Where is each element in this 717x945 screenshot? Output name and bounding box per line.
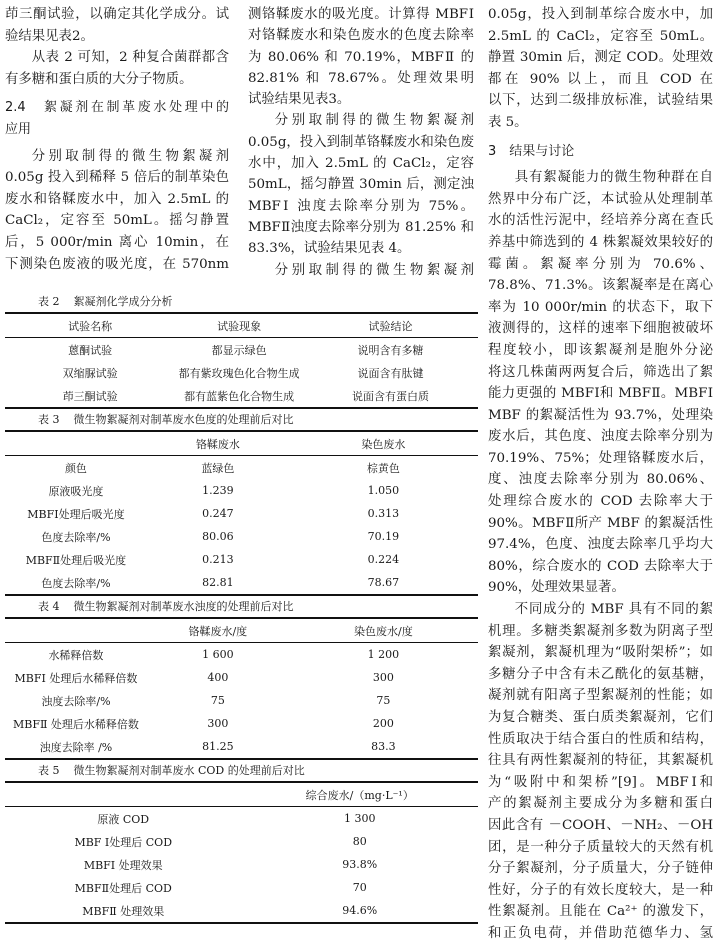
text-line: CaCl₂，定容至 50mL。摇匀静置 xyxy=(5,213,229,229)
text-line: 性絮凝剂。且能在 Ca²⁺ 的激发下， xyxy=(488,904,713,920)
table-cell: 93.8% xyxy=(342,858,378,871)
table-cell: 颜色 xyxy=(64,461,87,475)
table-caption xyxy=(5,410,478,430)
table-row xyxy=(5,525,478,548)
table-cell: 70.19 xyxy=(367,530,400,543)
text-line: 不同成分的 MBF 具有不同的絮 xyxy=(514,602,713,618)
column-header: 试验名称 xyxy=(68,319,113,333)
table-cell: 75 xyxy=(376,694,391,707)
table-row xyxy=(5,689,478,712)
paragraph xyxy=(5,47,229,90)
table-cell: 0.224 xyxy=(367,553,400,566)
table-cell: 1.050 xyxy=(367,484,400,497)
table-cell: 都有蓝紫色化合物生成 xyxy=(184,389,295,403)
text-line: 0.05g，投入到制革铬鞣废水和染色废 xyxy=(248,134,474,150)
table-header-row xyxy=(5,782,478,807)
table-caption xyxy=(5,292,478,312)
paragraph xyxy=(488,4,713,134)
column-header: 铬鞣废水 xyxy=(195,437,240,451)
table-cell: 浊度去除率/% xyxy=(41,694,111,708)
paragraph xyxy=(5,146,229,276)
text-line: 率为 10 000r/min 的状态下，取下 xyxy=(488,299,713,315)
column-header xyxy=(5,618,147,643)
text-line: 对铬鞣废水和染色废水的色度去除率 xyxy=(248,28,474,44)
table-cell: 色度去除率/% xyxy=(41,530,111,544)
table-cell: 70 xyxy=(352,881,367,894)
column-header xyxy=(5,782,242,807)
table-cell: 300 xyxy=(207,717,229,730)
paragraph xyxy=(248,4,474,110)
text-line: 验结果见表2。 xyxy=(5,28,94,44)
column-header: 染色废水 xyxy=(361,437,406,451)
table-cell: 82.81 xyxy=(202,576,234,589)
table-cell: 78.67 xyxy=(367,576,400,589)
paragraph xyxy=(5,4,229,47)
text-line: 性好，分子的有效长度较大，是一种 xyxy=(488,882,713,898)
table-cell: 0.313 xyxy=(367,507,400,520)
table-cell: 81.25 xyxy=(202,740,234,753)
text-line: 2.5mL 的 CaCl₂，定容至 50mL。 xyxy=(488,28,713,44)
text-line: 90%。MBFⅡ所产 MBF 的絮凝活性 xyxy=(488,515,713,531)
text-line: 具有絮凝能力的微生物种群在自 xyxy=(514,170,713,186)
table-cell: 80 xyxy=(352,835,367,848)
text-line: MBF 的絮凝活性为 93.7%，处理染 xyxy=(488,407,713,423)
data-table xyxy=(5,312,478,409)
text-line: 测铬鞣废水的吸光度。计算得 MBFⅠ xyxy=(248,7,474,22)
table-title: 微生物絮凝剂对制革废水浊度的处理前后对比 xyxy=(73,600,294,613)
text-line: 然界中分布广泛，本试验从处理制革 xyxy=(488,191,713,207)
table-cell: MBFⅡ处理后 COD xyxy=(74,881,172,895)
table-row xyxy=(5,807,478,831)
text-line: 有多糖和蛋白质的大分子物质。 xyxy=(5,71,193,87)
table-cell: 0.213 xyxy=(202,553,234,566)
text-line: 多糖分子中含有未乙酰化的氨基糖， xyxy=(488,666,713,682)
text-line: 都在 90% 以上，而且 COD 在 xyxy=(488,71,713,87)
table-cell: 都显示绿色 xyxy=(211,343,267,357)
table-cell: 棕黄色 xyxy=(366,461,400,475)
text-line: 为复合糖类、蛋白质类絮凝剂，它们 xyxy=(488,710,713,725)
table-cell: 200 xyxy=(372,717,394,730)
table-cell: 蓝绿色 xyxy=(201,461,235,475)
paragraph xyxy=(248,110,474,259)
text-line: 团，是一种分子质量较大的天然有机 xyxy=(488,839,713,855)
table-label: 表 5 xyxy=(38,764,60,777)
text-line: 分别取制得的微生物絮凝剂 xyxy=(274,113,474,129)
text-line: 97.4%，色度、浊度去除率几乎均大 xyxy=(488,537,713,553)
table-cell: 说明含有多糖 xyxy=(357,343,424,357)
table-row xyxy=(5,361,478,384)
text-line: 因此含有 －COOH、－NH₂、－OH xyxy=(488,817,713,833)
paragraph xyxy=(248,260,474,281)
text-line: 茚三酮试验，以确定其化学成分。试 xyxy=(5,7,229,22)
text-line: 产的絮凝剂主要成分为多糖和蛋白 xyxy=(488,796,713,812)
text-line: 以下，达到二级排放标准，试验结果 xyxy=(488,93,713,109)
text-line: 为 80.06% 和 70.19%，MBFⅡ 的 xyxy=(248,49,474,65)
table-cell: 1.239 xyxy=(202,484,234,497)
text-line: 废水和铬鞣废水中，加入 2.5mL 的 xyxy=(5,191,229,207)
text-line: 3 结果与讨论 xyxy=(488,143,575,159)
table-cell: MBFⅠ 处理效果 xyxy=(83,858,163,872)
table-row xyxy=(5,571,478,595)
text-line: 度、浊度去除率分别为 80.06%、 xyxy=(488,472,713,488)
table-cell: 原液吸光度 xyxy=(48,484,104,498)
text-column-1 xyxy=(5,4,229,275)
table-header-row xyxy=(5,313,478,338)
table-cell: 94.6% xyxy=(342,904,378,917)
paragraph xyxy=(488,599,713,945)
text-line: 静置 30min 后，测定 COD。处理效 xyxy=(488,50,713,66)
text-line: 82.81% 和 78.67%。处理效果明 xyxy=(248,70,474,86)
text-line: 后，5 000r/min 离心 10min，在 xyxy=(5,234,229,250)
table-header-row xyxy=(5,431,478,456)
table-caption xyxy=(5,761,478,781)
table-title: 絮凝剂化学成分分析 xyxy=(73,295,173,308)
table-cell: 都有紫玫瑰色化合物生成 xyxy=(178,366,300,380)
text-column-2 xyxy=(248,4,474,281)
text-line: 处理综合废水的 COD 去除率大于 xyxy=(488,494,713,510)
column-header xyxy=(5,431,147,456)
text-line: 70.19%、75%；处理铬鞣废水后， xyxy=(488,450,713,466)
text-line: 2.4 絮凝剂在制革废水处理中的 xyxy=(5,100,229,116)
table-cell: 原液 COD xyxy=(97,812,150,826)
text-line: 50mL，摇匀静置 30min 后，测定浊 xyxy=(248,177,474,193)
table-row xyxy=(5,830,478,853)
table-label: 表 3 xyxy=(38,413,60,426)
table-cell: 1 600 xyxy=(202,648,234,661)
table-row xyxy=(5,548,478,571)
table-cell: MBFⅠ 处理后水稀释倍数 xyxy=(14,671,138,685)
text-line: 分别取制得的微生物絮凝剂 xyxy=(31,148,229,164)
table-cell: 蒽酮试验 xyxy=(68,343,113,357)
paragraph xyxy=(488,167,713,599)
table-cell: 浊度去除率 /% xyxy=(39,740,113,754)
table-row xyxy=(5,479,478,502)
column-header: 试验结论 xyxy=(368,319,413,333)
table-row xyxy=(5,712,478,735)
text-line: 性质取决于结合蛋白的性质和结构， xyxy=(488,731,713,747)
table-title: 微生物絮凝剂对制革废水色度的处理前后对比 xyxy=(73,413,294,426)
text-line: 养基中筛选到的 4 株絮凝效果较好的 xyxy=(488,234,713,250)
text-line: 83.3%，试验结果见表 4。 xyxy=(248,241,411,257)
table-title: 微生物絮凝剂对制革废水 COD 的处理前后对比 xyxy=(73,764,305,777)
table-cell: 1 300 xyxy=(344,812,376,825)
table-cell: 双缩脲试验 xyxy=(62,366,118,380)
table-cell: MBF Ⅰ处理后 COD xyxy=(74,835,173,849)
table-cell: 说面含有蛋白质 xyxy=(351,389,429,403)
data-table xyxy=(5,781,478,924)
column-header: 试验现象 xyxy=(217,319,262,333)
table-row xyxy=(5,384,478,408)
data-table xyxy=(5,617,478,760)
table-cell: 说面含有肽键 xyxy=(357,366,424,380)
text-line: 霉菌。絮凝率分别为 70.6%、 xyxy=(488,256,713,272)
text-line: 往具有两性絮凝剂的特征，其絮凝机 xyxy=(488,753,713,769)
text-line: 应用 xyxy=(5,121,32,137)
table-cell: 75 xyxy=(210,694,225,707)
text-line: 试验结果见表3。 xyxy=(248,92,351,108)
text-line: MBFⅡ浊度去除率分别为 81.25% 和 xyxy=(248,219,474,235)
text-column-3 xyxy=(488,4,713,945)
text-line: 分子絮凝剂，分子质量大，分子链伸 xyxy=(488,861,713,877)
table-cell: 300 xyxy=(372,671,394,684)
table-row xyxy=(5,643,478,667)
table-cell: MBFⅡ 处理效果 xyxy=(82,904,165,918)
text-line: 和正负电荷，并借助范德华力、氢 xyxy=(488,925,713,941)
text-line: 机理。多糖类絮凝剂多数为阴离子型 xyxy=(488,623,713,639)
text-line: 表 5。 xyxy=(488,114,528,130)
table-cell: MBFⅠ处理后吸光度 xyxy=(27,507,125,521)
table-cell: 色度去除率/% xyxy=(41,576,111,590)
table-cell: 80.06 xyxy=(202,530,234,543)
table-row xyxy=(5,666,478,689)
text-line: 为“吸附中和架桥”[9]。MBFⅠ和 xyxy=(488,774,713,790)
column-header: 染色废水/度 xyxy=(354,624,413,638)
text-line: 80%，综合废水的 COD 去除率大于 xyxy=(488,558,713,574)
table-cell: 水稀释倍数 xyxy=(48,648,104,662)
tables-area xyxy=(5,292,478,925)
text-line: 水中，加入 2.5mL 的 CaCl₂，定容 xyxy=(248,156,474,172)
table-header-row xyxy=(5,618,478,643)
text-line: 水的活性污泥中，经培养分离在查氏 xyxy=(488,213,713,229)
table-cell: 0.247 xyxy=(202,507,234,520)
text-line: 78.8%、71.3%。该絮凝率是在离心 xyxy=(488,278,713,294)
table-cell: 83.3 xyxy=(371,740,396,753)
section-heading xyxy=(5,97,229,140)
table-cell: MBFⅡ 处理后水稀释倍数 xyxy=(12,717,139,731)
table-caption xyxy=(5,597,478,617)
column-header: 铬鞣废水/度 xyxy=(188,624,248,638)
text-line: 液测得的，这样的速率下细胞被破坏 xyxy=(488,321,713,337)
text-line: 90%，处理效果显著。 xyxy=(488,580,625,596)
text-line: 从表 2 可知，2 种复合菌群都含 xyxy=(31,50,229,66)
text-line: MBFⅠ 浊度去除率分别为 75%。 xyxy=(248,198,474,214)
text-line: 絮凝剂，絮凝机理为“吸附架桥”；如 xyxy=(488,645,713,661)
table-row xyxy=(5,456,478,480)
text-line: 分别取制得的微生物絮凝剂 xyxy=(274,262,474,278)
text-line: 程度较小，即该絮凝剂是胞外分泌 xyxy=(488,342,713,358)
text-line: 能力更强的 MBFⅠ和 MBFⅡ。MBFⅠ xyxy=(488,386,713,402)
table-cell: MBFⅡ处理后吸光度 xyxy=(25,553,127,567)
text-line: 0.05g 投入到稀释 5 倍后的制革染色 xyxy=(5,170,229,186)
table-cell: 1 200 xyxy=(367,648,400,661)
text-line: 凝剂就有阳离子型絮凝剂的性能；如 xyxy=(488,688,713,704)
table-row xyxy=(5,853,478,876)
data-table xyxy=(5,430,478,596)
table-label: 表 4 xyxy=(38,600,60,613)
table-row xyxy=(5,338,478,362)
section-heading xyxy=(488,141,713,163)
table-row xyxy=(5,899,478,923)
text-line: 下测染色废液的吸光度，在 570nm xyxy=(5,256,229,272)
text-line: 将这几株菌两两复合后，筛选出了絮 xyxy=(488,364,713,380)
column-header: 综合废水/（mg·L⁻¹） xyxy=(305,788,414,802)
text-line: 废水后，其色度、浊度去除率分别为 xyxy=(488,429,713,445)
table-cell: 400 xyxy=(207,671,229,684)
table-cell: 茚三酮试验 xyxy=(62,389,118,403)
table-row xyxy=(5,735,478,759)
table-row xyxy=(5,502,478,525)
table-row xyxy=(5,876,478,899)
text-line: 0.05g，投入到制革综合废水中，加 xyxy=(488,7,713,22)
table-label: 表 2 xyxy=(38,295,60,308)
